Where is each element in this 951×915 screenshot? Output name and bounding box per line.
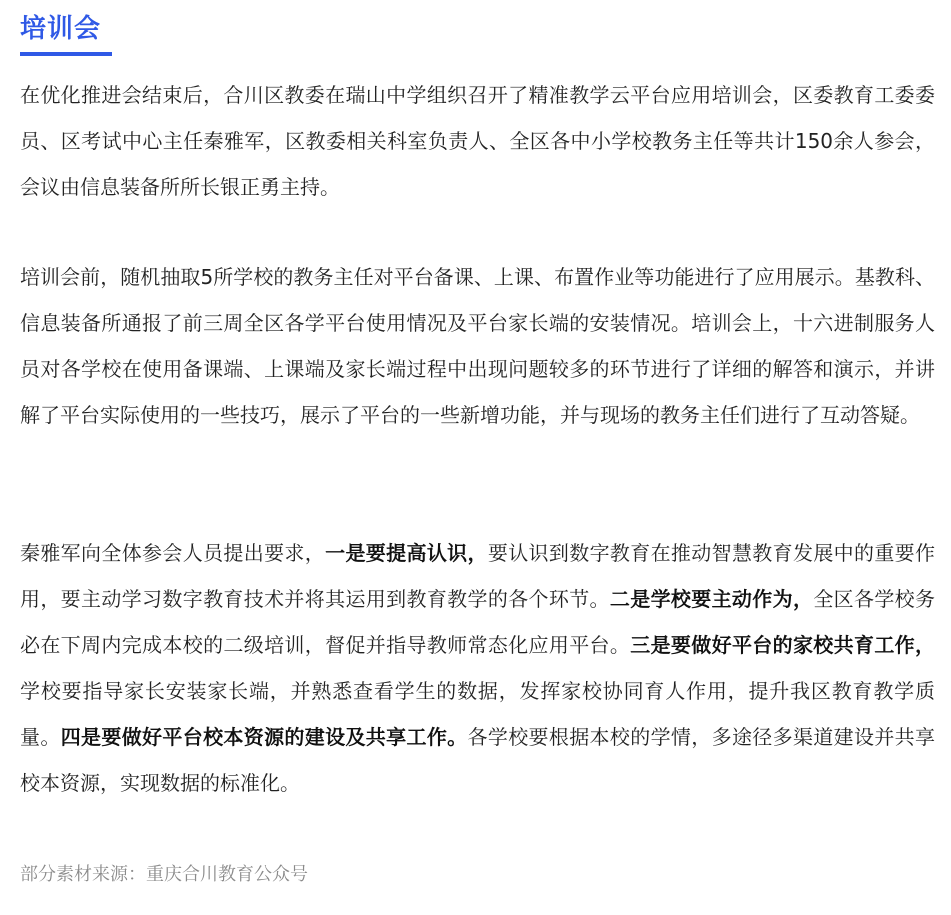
title-underline xyxy=(20,52,112,56)
section-title: 培训会 xyxy=(20,14,102,44)
requirement-3-heading: 三是要做好平台的家校共育工作， xyxy=(630,633,936,657)
paragraph-3 xyxy=(20,530,935,806)
requirement-2-heading: 二是学校要主动作为， xyxy=(609,587,814,611)
paragraph-3-text-2: 要认识到数字教育在推动智慧教育发展中的重要作用，要主动学习数字教育技术并将其运用到教育教学的各个环节。 xyxy=(20,541,936,611)
section-header xyxy=(20,12,112,56)
paragraph-3-text-3: 全区各学校务必在下周内完成本校的二级培训，督促并指导教师常态化应用平台。 xyxy=(20,587,936,657)
paragraph-3-text-5: 各学校要根据本校的学情，多途径多渠道建设并共享校本资源，实现数据的标准化。 xyxy=(20,725,936,795)
source-note: 部分素材来源：重庆合川教育公众号 xyxy=(20,864,308,885)
requirement-4-heading: 四是要做好平台校本资源的建设及共享工作。 xyxy=(60,725,468,749)
paragraph-3-text-1: 秦雅军向全体参会人员提出要求， xyxy=(20,541,326,565)
requirement-1-heading: 一是要提高认识， xyxy=(325,541,488,565)
paragraph-2: 培训会前，随机抽取5所学校的教务主任对平台备课、上课、布置作业等功能进行了应用展示。基教科、信息装备所通报了前三周全区各学平台使用情况及平台家长端的安装情况。培训会上，十六进制服务人员对各学校在使用备课端、上课端及家长端过程中出现问题较多的环节进行了详细的解答和演示，并讲解了平台实际使用的一些技巧，展示了平台的一些新增功能，并与现场的教务主任们进行了互动答疑。 xyxy=(20,265,935,427)
paragraph-3-text-4: 学校要指导家长安装家长端，并熟悉查看学生的数据，发挥家校协同育人作用，提升我区教育教学质量。 xyxy=(20,679,935,749)
paragraph-1: 在优化推进会结束后，合川区教委在瑞山中学组织召开了精准教学云平台应用培训会，区委教育工委委员、区考试中心主任秦雅军，区教委相关科室负责人、全区各中小学校教务主任等共计150余人参会，会议由信息装备所所长银正勇主持。 xyxy=(20,83,935,199)
